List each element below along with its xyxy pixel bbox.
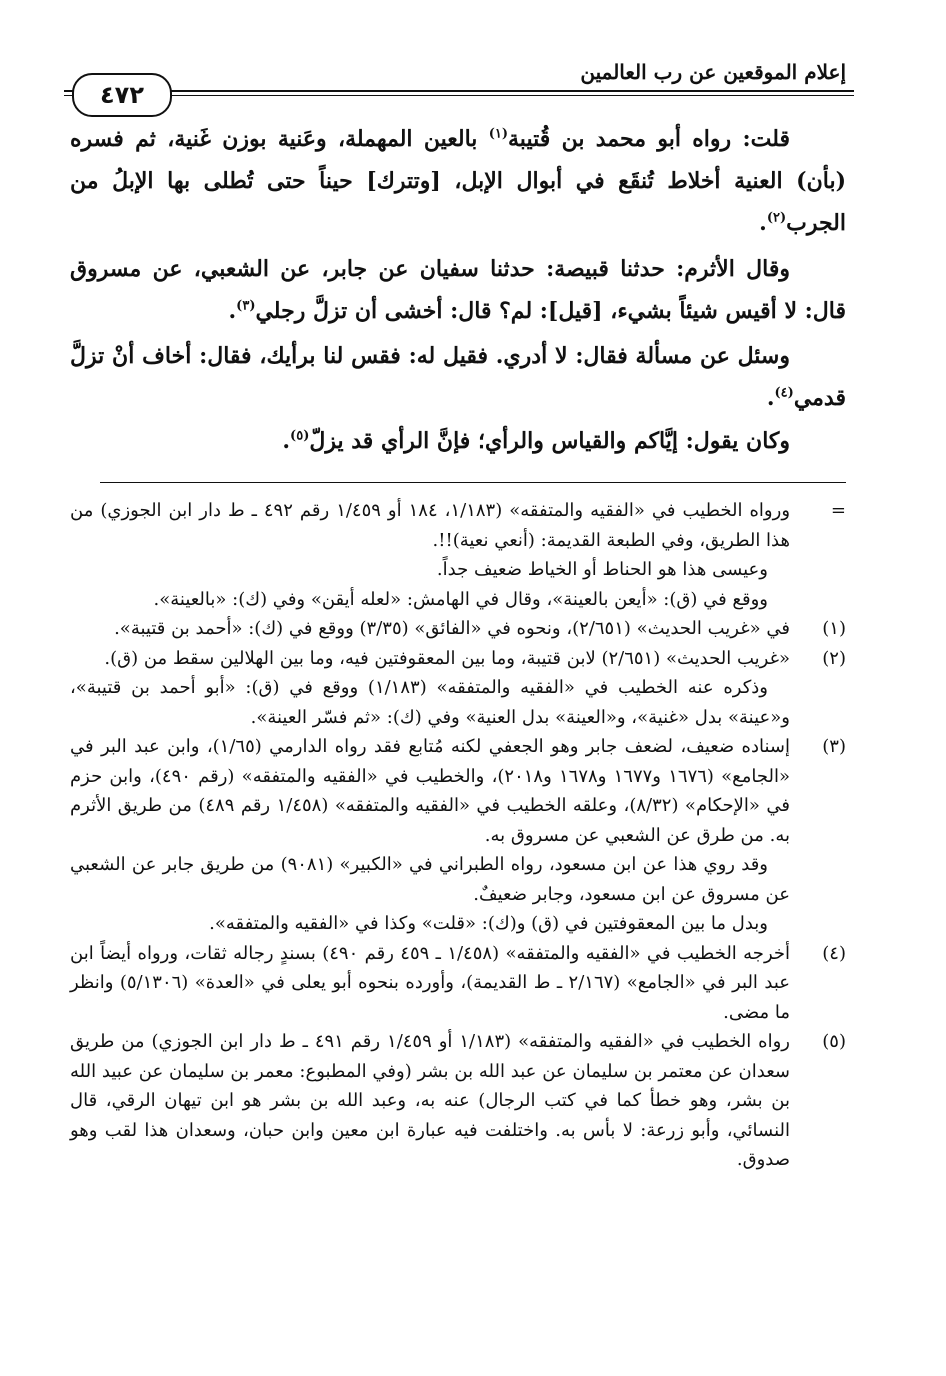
footnote-line: في «غريب الحديث» (٢/٦٥١)، ونحوه في «الفائق» (٣/٣٥) ووقع في (ك): «أحمد بن قتيبة». [114,618,790,639]
page-header [64,40,854,109]
page-number-badge [72,73,172,117]
footnote-marker: (٤) [822,942,846,964]
footnote-ref[interactable]: (٣) [236,298,256,314]
footnote-ref[interactable]: (١) [488,126,509,142]
footnote-4 [70,939,846,1028]
footnote-line: وقد روي هذا عن ابن مسعود، رواه الطبراني في «الكبير» (٩٠٨١) من طريق جابر عن الشعبي عن مسروق عن ابن مسعود، وجابر ضعيفٌ. [70,854,790,905]
main-paragraph-3 [70,335,846,419]
footnote-separator [100,482,846,483]
footnote-continuation [70,496,846,614]
text: وسئل عن مسألة فقال: لا أدري. فقيل له: فقس لنا برأيك، فقال: أخاف أنْ تزلَّ قدمي [70,343,846,411]
footnote-ref[interactable]: (٤) [774,385,794,401]
main-paragraph-4 [70,420,846,462]
footnote-marker: (٥) [822,1031,846,1052]
footnote-line: إسناده ضعيف، لضعف جابر وهو الجعفي لكنه مُتابع فقد رواه الدارمي (١/٦٥)، وابن عبد البر في «الجامع» (١٦٧٦ و١٦٧٧ و١٦٧٨ و٢٠١٨)، والخطيب في «الفقيه والمتفقه» (رقم ٤٩٠)، وابن حزم في «الإحكام» (٨/٣٢)، وعلقه الخطيب في «الفقيه والمتفقه» (١/٤٥٨ رقم ٤٨٩) من طريق الأثرم به. من طرق عن الشعبي عن مسروق به. [70,736,791,846]
main-paragraph-2 [70,248,846,332]
header-rule-thin [64,95,854,96]
footnote-ref[interactable]: (٢) [766,210,787,226]
footnote-line: وبدل ما بين المعقوفتين في (ق) و(ك): «قلت» وكذا في «الفقيه والمتفقه». [209,913,768,934]
footnote-line: ووقع في (ق): «أيعن بالعينة»، وقال في الهامش: «لعله أيقن» وفي (ك): «بالعينة». [153,588,768,610]
page-number: ٤٧٢ [100,81,144,109]
header-rule [64,90,854,92]
footnote-marker: (١) [822,618,846,639]
footnotes [70,496,846,1175]
text: قلت: رواه أبو محمد بن قُتيبة [508,126,790,152]
footnote-5 [70,1027,846,1175]
text: بالعين المهملة، وعَنية بوزن غَنية، ثم فسره (بأن) العنية أخلاط تُنقَع في أبوال الإبل، [وتترك] حيناً حتى تُطلى بها الإبلُ من الجرب [70,126,846,236]
footnote-marker: (٢) [822,647,846,669]
footnote-marker: (٣) [822,736,846,757]
footnote-line: وذكره عنه الخطيب في «الفقيه والمتفقه» (١/١٨٣) ووقع في (ق): «أبو أحمد بن قتيبة»، و«عينة» بدل «غنية»، و«العينة» بدل العنية» وفي (ك): «ثم فسّر العينة». [70,677,790,728]
footnote-line: «غريب الحديث» (٢/٦٥١) لابن قتيبة، وما بين المعقوفتين فيه، وما بين الهلالين سقط من (ق). [104,647,790,669]
footnote-1 [70,614,846,644]
text: . [282,428,291,454]
footnote-line: أخرجه الخطيب في «الفقيه والمتفقه» (١/٤٥٨ ـ ٤٥٩ رقم ٤٩٠) بسندٍ رجاله ثقات، ورواه أيضاً ابن عبد البر في «الجامع» (٢/١٦٧ ـ ط القديمة)، وأورده بنحوه أبو يعلى في «العدة» (٥/١٣٠٦) وانظر ما مضى. [70,942,790,1023]
running-title: إعلام الموقعين عن رب العالمين [580,60,846,84]
footnote-3 [70,732,846,939]
text: وكان يقول: إيَّاكم والقياس والرأي؛ فإنَّ الرأي قد يزلّ [309,428,790,454]
main-paragraph-1 [70,118,846,244]
footnote-line: ورواه الخطيب في «الفقيه والمتفقه» (١/١٨٣، ١٨٤ أو ١/٤٥٩ رقم ٤٩٢ ـ ط دار ابن الجوزي) من هذا الطريق، وفي الطبعة القديمة: (أنعي نعية)!!. [70,500,791,551]
text: . [759,210,767,236]
footnote-line: رواه الخطيب في «الفقيه والمتفقه» (١/١٨٣ أو ١/٤٥٩ رقم ٤٩١ ـ ط دار ابن الجوزي) من طريق سعدان عن معتمر بن سليمان عن عبد الله بن بشر (وفي المطبوع: معمر بن سليمان عن عبيد الله بن بشر، وهو خطأ كما في كتب الرجال) عنه به، وعبد الله بن بشر هو ابن تيهان الرقي، قال النسائي، وأبو زرعة: لا بأس به. واختلفت فيه عبارة ابن معين وابن حبان، وسعدان هذا لقب وهو صدوق. [70,1031,790,1170]
text: وقال الأثرم: حدثنا قبيصة: حدثنا سفيان عن جابر، عن الشعبي، عن مسروق قال: لا أقيس شيئاً بشيء، [قيل]: لم؟ قال: أخشى أن تزلَّ رجلي [70,256,846,324]
text: . [766,385,775,411]
footnote-marker: = [830,500,846,521]
footnote-ref[interactable]: (٥) [290,428,310,444]
footnote-line: وعيسى هذا هو الحناط أو الخياط ضعيف جداً. [436,559,768,580]
footnote-2 [70,644,846,733]
text: . [228,298,237,324]
